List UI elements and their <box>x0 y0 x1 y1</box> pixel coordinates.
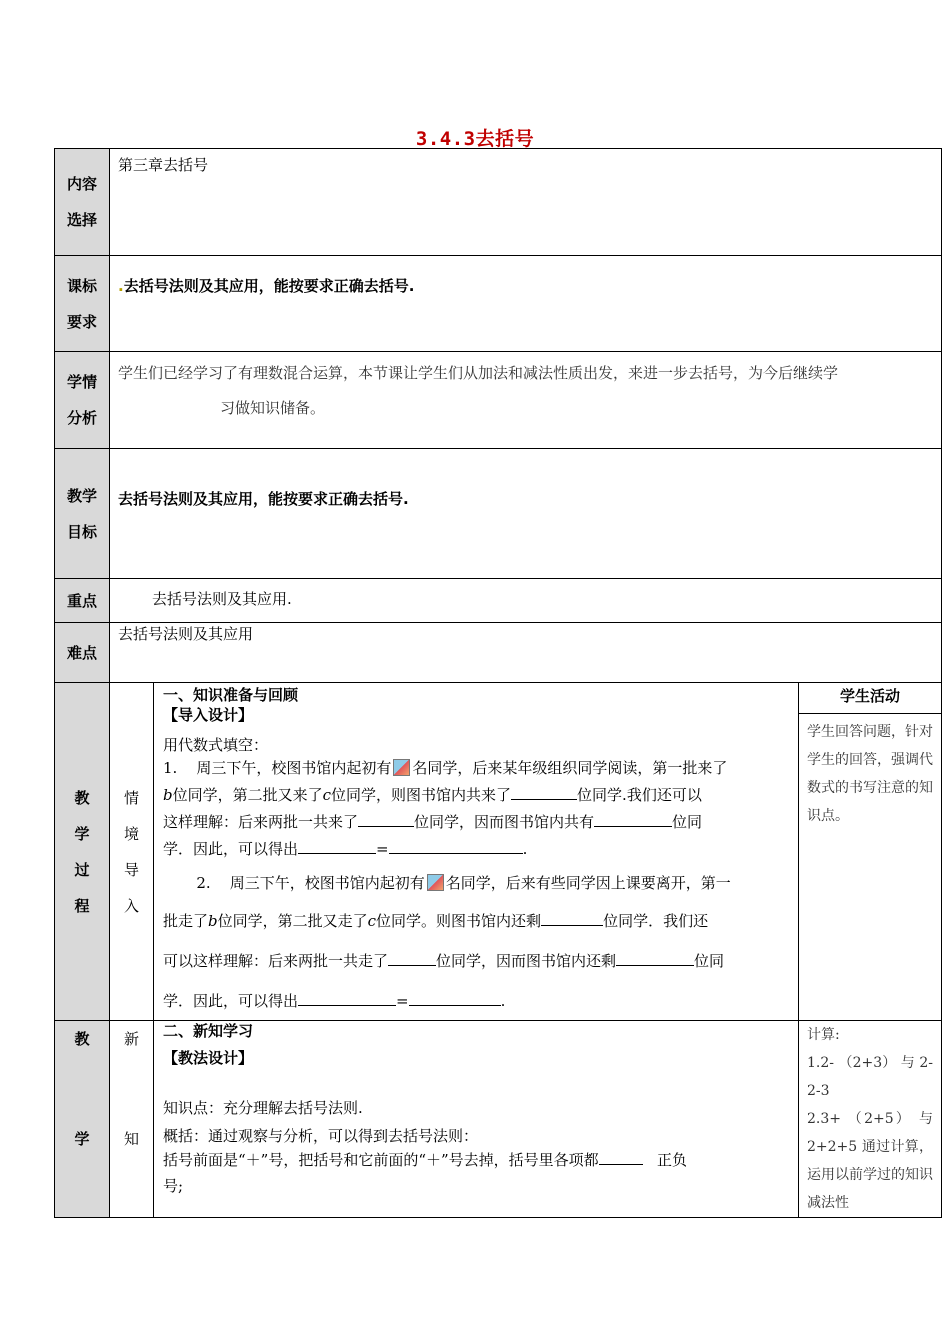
blank-10[interactable] <box>409 991 501 1006</box>
row-content <box>55 149 942 256</box>
content-text: 第三章去括号 <box>118 156 209 174</box>
row-analysis <box>55 352 942 449</box>
rule-text: 括号前面是“＋”号，把括号和它前面的“＋”号去掉，括号里各项都 正负 号; <box>163 1151 688 1195</box>
stage-intro: 情 境 导 入 <box>123 788 139 915</box>
difficult-text: 去括号法则及其应用 <box>118 625 254 643</box>
knowledge-point: 知识点：充分理解去括号法则. <box>163 1099 363 1117</box>
blank-5[interactable] <box>389 839 523 854</box>
label-analysis: 学情 分析 <box>55 352 110 449</box>
section-title-1: 一、知识准备与回顾 <box>163 686 299 704</box>
blank-6[interactable] <box>541 911 603 926</box>
calc-activity <box>799 1021 942 1218</box>
student-activity-text: 学生回答问题，针对学生的回答，强调代数式的书写注意的知识点。 <box>807 724 934 824</box>
stage-new: 新 知 <box>123 1030 139 1148</box>
calc-title: 计算: <box>807 1027 840 1043</box>
section-title-2: 二、新知学习 <box>163 1022 254 1040</box>
label-process: 教 学 过 程 <box>55 683 110 1021</box>
calc-item-1: 1.2- （2+3） 与 2-2-3 <box>807 1055 934 1099</box>
analysis-line-2: 习做知识储备。 <box>220 399 326 417</box>
key-text: 去括号法则及其应用. <box>152 590 292 608</box>
process-content <box>154 683 799 1021</box>
teach-content <box>154 1021 799 1218</box>
student-activity-heading: 学生活动 <box>799 683 941 714</box>
image-placeholder-icon <box>427 874 444 891</box>
row-standard: 课标 要求 .去括号法则及其应用，能按要求正确去括号. <box>55 256 942 352</box>
row-goal <box>55 449 942 579</box>
label-difficult: 难点 <box>55 623 110 683</box>
summary-text: 概括：通过观察与分析，可以得到去括号法则： <box>163 1127 479 1145</box>
label-standard: 课标 要求 <box>55 256 110 352</box>
page-title <box>0 124 950 151</box>
student-activity <box>799 683 942 1021</box>
row-process <box>55 683 942 1021</box>
blank-2[interactable] <box>358 812 414 827</box>
blank-9[interactable] <box>298 991 396 1006</box>
blank-8[interactable] <box>616 951 694 966</box>
blank-4[interactable] <box>298 839 376 854</box>
label-teach: 教 学 <box>55 1021 110 1218</box>
question-2: 2. 周三下午，校图书馆内起初有 名同学，后来有些同学因上课要离开，第一 批走了b位同学，第二批又走了c位同学。则图书馆内还剩 位同学．我们还 可以这样理解：后来两批一共走了 位同学，因而图书馆内还剩 位同 学．因此，可以得出 = . <box>163 874 731 1010</box>
title-text: 去括号 <box>475 128 535 150</box>
row-difficult <box>55 623 942 683</box>
design-heading-2: 【教法设计】 <box>163 1049 254 1067</box>
row-teach <box>55 1021 942 1218</box>
fill-intro: 用代数式填空： <box>163 736 269 754</box>
blank-3[interactable] <box>594 812 672 827</box>
question-1: 1. 周三下午，校图书馆内起初有 名同学，后来某年级组织同学阅读，第一批来了 b位同学，第二批又来了c位同学，则图书馆内共来了 位同学.我们还可以 这样理解：后来两批一共来了 位同学，因而图书馆内共有 位同 学．因此，可以得出 = . <box>163 759 728 858</box>
row-key <box>55 579 942 623</box>
analysis-line-1: 学生们已经学习了有理数混合运算，本节课让学生们从加法和减法性质出发，来进一步去括号，为今后继续学 <box>118 364 839 382</box>
blank-7[interactable] <box>388 951 436 966</box>
calc-item-2: 2.3+ （2+5） 与 2+2+5 通过计算，运用以前学过的知识减法性 <box>807 1111 934 1211</box>
design-heading-1: 【导入设计】 <box>163 706 254 724</box>
blank-11[interactable] <box>599 1150 643 1165</box>
goal-text: 去括号法则及其应用，能按要求正确去括号. <box>118 490 409 508</box>
label-key: 重点 <box>55 579 110 623</box>
blank-1[interactable] <box>511 785 577 800</box>
standard-text: 去括号法则及其应用，能按要求正确去括号. <box>123 277 415 295</box>
lesson-plan-table <box>54 148 942 1218</box>
label-content: 内容 选择 <box>55 149 110 256</box>
image-placeholder-icon <box>393 759 410 776</box>
title-number: 3.4.3 <box>415 128 476 150</box>
label-goal: 教学 目标 <box>55 449 110 579</box>
